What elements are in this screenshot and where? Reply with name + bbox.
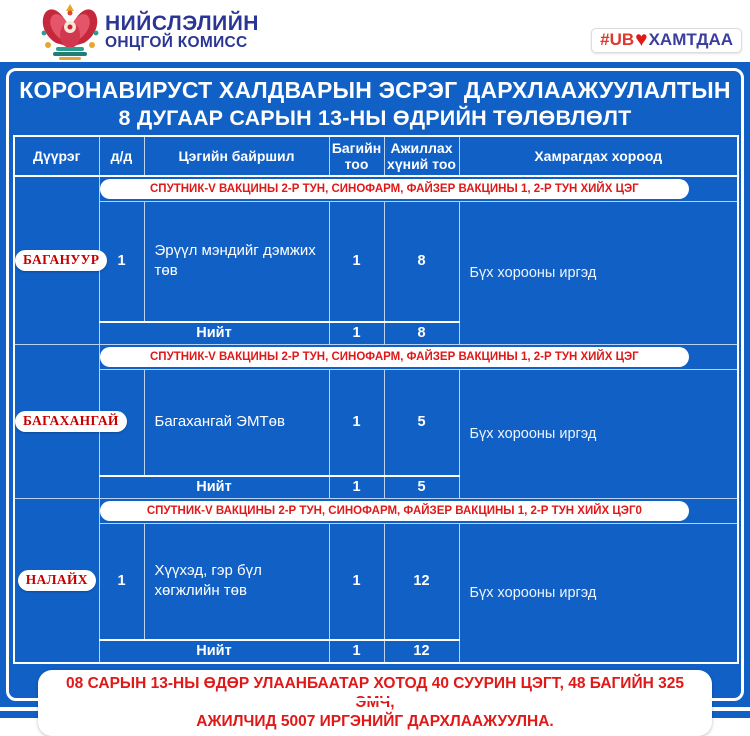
row-location: Хүүхэд, гэр бүл хөгжлийн төв [144,524,329,640]
summary-line1: 08 САРЫН 13-НЫ ӨДӨР УЛААНБААТАР ХОТОД 40 СУУРИН ЦЭГТ, 48 БАГИЙН 325 ЭМЧ, [66,674,684,711]
row-teams: 1 [329,202,384,322]
poster-title [13,75,737,132]
district-cell [14,176,99,345]
col-header-district: Дүүрэг [14,136,99,176]
total-workers: 8 [384,322,459,345]
section-banner-row [14,345,738,370]
col-header-khoroos: Хамрагдах хороод [459,136,738,176]
col-header-workers: Ажиллах хүний тоо [384,136,459,176]
total-label: Нийт [99,640,329,663]
total-teams: 1 [329,640,384,663]
row-khoroos: Бүх хорооны иргэд [459,524,738,663]
heart-icon: ♥ [635,28,648,51]
district-badge: БАГАНУУР [15,250,107,271]
district-cell [14,499,99,663]
row-location: Багахангай ЭМТөв [144,370,329,476]
vaccination-plan-table [13,135,739,664]
section-banner-row [14,499,738,524]
col-header-number: д/д [99,136,144,176]
row-workers: 12 [384,524,459,640]
ulaanbaatar-emblem-logo [36,1,104,61]
page-header [0,0,750,62]
hashtag-suffix: ХАМТДАА [648,30,733,49]
total-teams: 1 [329,476,384,499]
total-label: Нийт [99,322,329,345]
row-workers: 8 [384,202,459,322]
total-workers: 12 [384,640,459,663]
row-khoroos: Бүх хорооны иргэд [459,370,738,499]
title-line2: 8 ДУГААР САРЫН 13-НЫ ӨДРИЙН ТӨЛӨВЛӨЛТ [118,106,632,130]
table-row [14,370,738,476]
table-row [14,202,738,322]
row-workers: 5 [384,370,459,476]
row-teams: 1 [329,370,384,476]
vaccine-banner: СПУТНИК-V ВАКЦИНЫ 2-Р ТУН, СИНОФАРМ, ФАЙЗЕР ВАКЦИНЫ 1, 2-Р ТУН ХИЙХ ЦЭГ [100,347,690,367]
row-khoroos: Бүх хорооны иргэд [459,202,738,345]
hashtag-badge [591,28,742,53]
district-badge: НАЛАЙХ [18,570,96,591]
section-banner-row [14,176,738,202]
district-cell [14,345,119,499]
total-workers: 5 [384,476,459,499]
row-number: 1 [99,524,144,640]
org-name [105,13,259,51]
hashtag-prefix: #UB [600,30,635,49]
row-number: 1 [99,370,144,476]
col-header-location: Цэгийн байршил [144,136,329,176]
main-panel [0,62,750,730]
org-name-line2: ОНЦГОЙ КОМИСС [105,34,248,52]
vaccine-banner-cell [99,499,738,524]
vaccine-banner: СПУТНИК-V ВАКЦИНЫ 2-Р ТУН, СИНОФАРМ, ФАЙЗЕР ВАКЦИНЫ 1, 2-Р ТУН ХИЙХ ЦЭГ [100,179,690,199]
row-teams: 1 [329,524,384,640]
row-number: 1 [99,202,144,322]
table-header-row [14,136,738,176]
title-line1: КОРОНАВИРУСТ ХАЛДВАРЫН ЭСРЭГ ДАРХЛААЖУУЛАЛТЫН [19,77,731,103]
vaccine-banner-cell [99,345,738,370]
org-name-line1: НИЙСЛЭЛИЙН [105,12,259,35]
total-teams: 1 [329,322,384,345]
vaccine-banner: СПУТНИК-V ВАКЦИНЫ 2-Р ТУН, СИНОФАРМ, ФАЙЗЕР ВАКЦИНЫ 1, 2-Р ТУН ХИЙХ ЦЭГ0 [100,501,690,521]
table-row [14,524,738,640]
vaccine-banner-cell [99,176,738,202]
district-badge: БАГАХАНГАЙ [15,411,127,432]
summary-banner [38,670,712,736]
col-header-teams: Багийн тоо [329,136,384,176]
row-location: Эрүүл мэндийг дэмжих төв [144,202,329,322]
summary-line2: АЖИЛЧИД 5007 ИРГЭНИЙГ ДАРХЛААЖУУЛНА. [196,712,554,730]
total-label: Нийт [99,476,329,499]
